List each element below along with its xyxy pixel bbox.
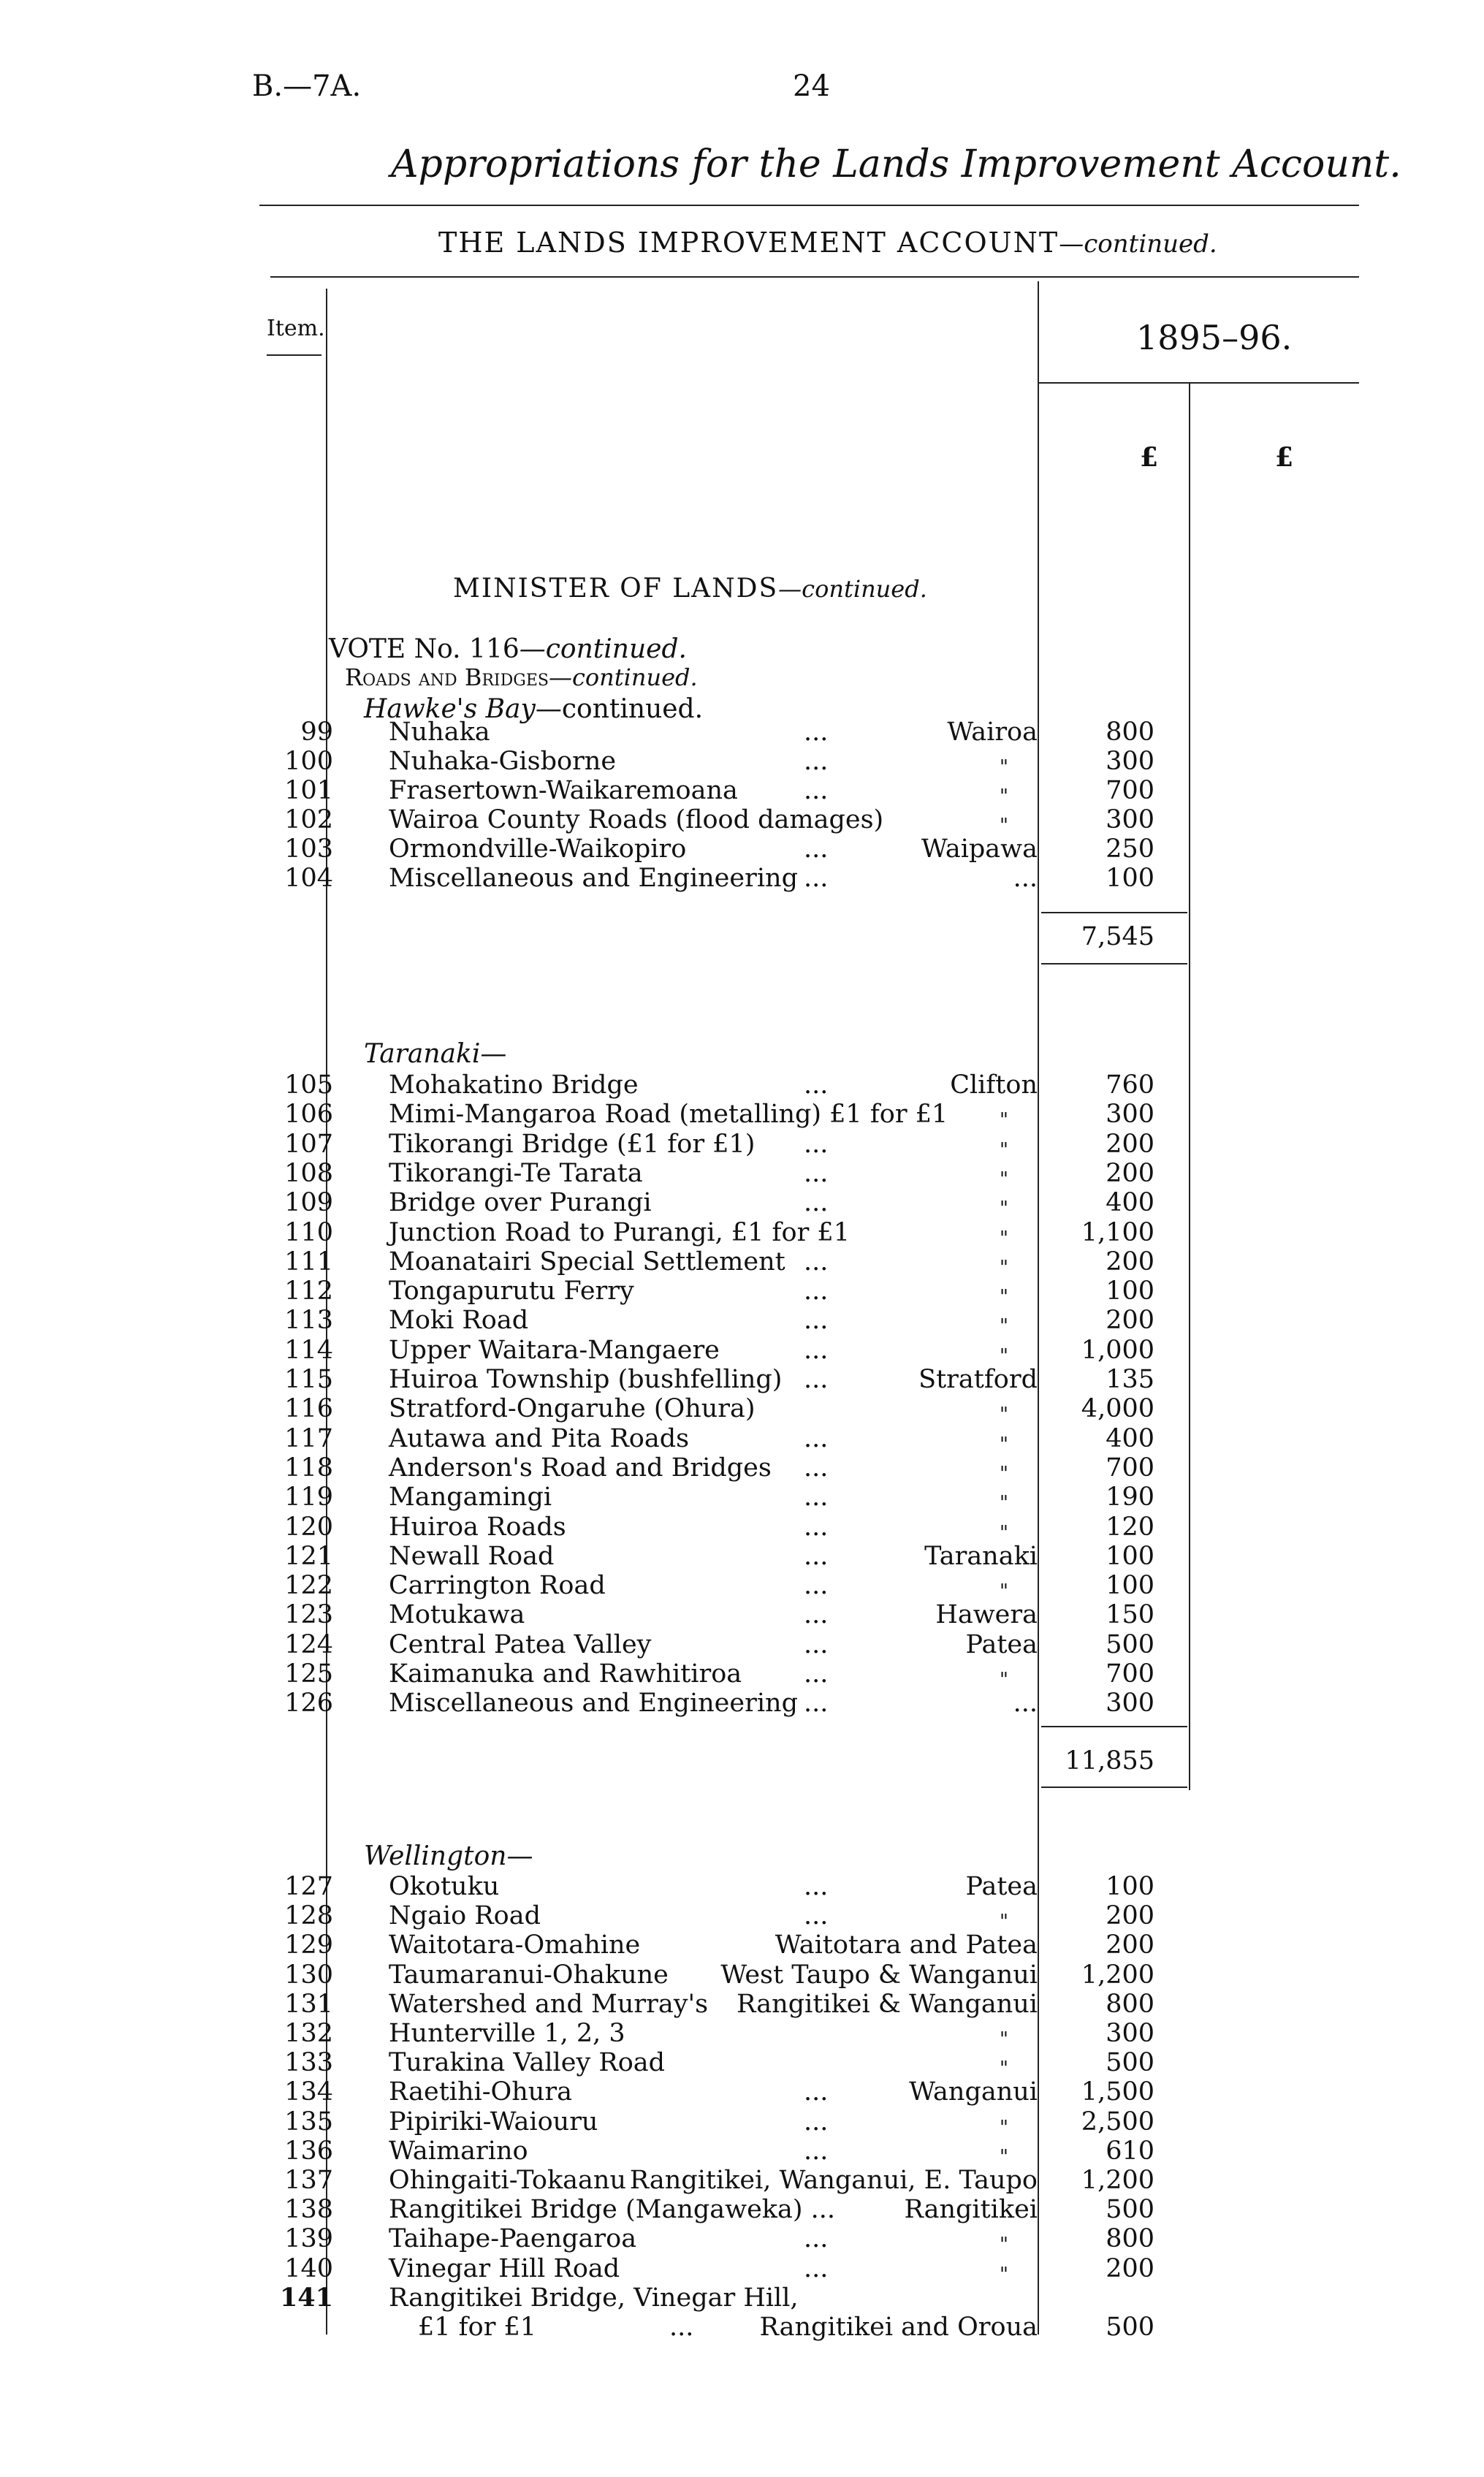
item-name: Huiroa Township (bushfelling)	[389, 1365, 783, 1394]
item-amount: 100	[1106, 1541, 1154, 1571]
table-row	[260, 1541, 1154, 1571]
item-leader: ...	[804, 1629, 829, 1659]
item-name: Newall Road	[389, 1541, 555, 1571]
roads-cont: —continued.	[548, 663, 698, 691]
item-leader: ...	[804, 1129, 829, 1159]
item-name: Mimi-Mangaroa Road (metalling) £1 for £1	[389, 1100, 948, 1130]
item-name: Frasertown-Waikaremoana	[389, 776, 738, 805]
table-row	[260, 1600, 1154, 1630]
item-location: "	[1000, 1315, 1008, 1338]
table-row	[260, 805, 1154, 837]
item-leader: ...	[804, 1453, 829, 1483]
item-amount: 800	[1106, 718, 1154, 747]
item-name: Taumaranui-Ohakune	[389, 1960, 669, 1990]
item-amount: 200	[1106, 1129, 1154, 1159]
item-location: ...	[1013, 1689, 1038, 1719]
rule-year	[1038, 382, 1359, 384]
item-location: "	[1000, 2234, 1008, 2256]
item-location: Rangitikei & Wanganui	[737, 1989, 1038, 2019]
item-number: 104	[284, 864, 333, 893]
item-number: 139	[284, 2224, 333, 2254]
item-location: ...	[1013, 864, 1038, 893]
item-amount: 190	[1106, 1483, 1154, 1513]
item-number: 137	[284, 2166, 333, 2195]
item-amount: 200	[1106, 1930, 1154, 1960]
item-leader: ...	[804, 834, 829, 864]
item-number: 109	[284, 1188, 333, 1218]
table-row	[260, 2107, 1154, 2139]
item-name: Miscellaneous and Engineering	[389, 1689, 798, 1719]
item-amount: 300	[1106, 747, 1154, 776]
column-year: 1895–96.	[1136, 318, 1293, 357]
item-number: 99	[300, 718, 333, 747]
item-leader: ...	[804, 1276, 829, 1306]
item-leader: ...	[804, 1306, 829, 1336]
item-location: "	[1000, 1492, 1008, 1515]
item-location: Hawera	[935, 1600, 1038, 1630]
item-leader: ...	[804, 776, 829, 805]
rule-taranaki-total-bottom	[1041, 1787, 1187, 1788]
item-leader: ...	[804, 1659, 829, 1689]
item-leader: ...	[804, 747, 829, 776]
table-row	[260, 1512, 1154, 1544]
table-row	[260, 2195, 1154, 2225]
table-row	[260, 1394, 1154, 1426]
item-name: Mohakatino Bridge	[389, 1070, 639, 1100]
item-name: Stratford-Ongaruhe (Ohura)	[389, 1394, 756, 1424]
item-location: Wanganui	[909, 2077, 1038, 2107]
item-amount: 4,000	[1081, 1394, 1154, 1424]
item-amount: 1,000	[1081, 1335, 1154, 1365]
item-name: Turakina Valley Road	[389, 2048, 666, 2078]
item-name: Ngaio Road	[389, 1901, 541, 1931]
item-name-line2: £1 for £1	[418, 2313, 537, 2342]
item-leader: ...	[804, 1158, 829, 1188]
vote-heading	[329, 634, 687, 664]
table-row	[260, 1129, 1154, 1161]
table-row	[260, 1453, 1154, 1485]
vote-cont: —continued.	[519, 634, 687, 664]
table-row	[260, 2166, 1154, 2195]
item-number: 112	[284, 1276, 333, 1306]
item-number: 136	[284, 2136, 333, 2166]
table-row	[260, 834, 1154, 864]
roads-text: Roads and Bridges	[345, 663, 549, 691]
item-leader: ...	[804, 2136, 829, 2166]
item-location: "	[1000, 756, 1008, 778]
item-number: 122	[284, 1571, 333, 1601]
item-location: Patea	[965, 1872, 1038, 1901]
table-row	[260, 1571, 1154, 1603]
item-location: "	[1000, 1433, 1008, 1456]
item-location: "	[1000, 2263, 1008, 2286]
item-leader: ...	[804, 1872, 829, 1901]
item-leader: ...	[804, 1247, 829, 1276]
item-amount: 400	[1106, 1188, 1154, 1218]
item-amount: 150	[1106, 1600, 1154, 1630]
item-name: Tikorangi Bridge (£1 for £1)	[389, 1129, 756, 1159]
table-row	[260, 1659, 1154, 1691]
page-number: 24	[793, 69, 830, 103]
item-name: Autawa and Pita Roads	[389, 1423, 690, 1453]
item-amount: 100	[1106, 1872, 1154, 1901]
item-amount: 200	[1106, 1306, 1154, 1336]
minister-heading	[453, 574, 927, 604]
item-location: Rangitikei	[904, 2195, 1038, 2225]
item-leader: ...	[804, 864, 829, 893]
item-location: "	[1000, 2058, 1008, 2080]
item-location: Wairoa	[947, 718, 1038, 747]
item-amount: 700	[1106, 1659, 1154, 1689]
item-name: Anderson's Road and Bridges	[389, 1453, 772, 1483]
table-row	[260, 1100, 1154, 1132]
item-leader: ...	[804, 718, 829, 747]
page-ref: B.—7A.	[252, 69, 362, 103]
item-amount: 400	[1106, 1423, 1154, 1453]
section-wellington: Wellington—	[364, 1841, 533, 1871]
item-number: 116	[284, 1394, 333, 1424]
item-number: 115	[284, 1365, 333, 1394]
item-leader: ...	[804, 1512, 829, 1542]
table-row	[260, 1306, 1154, 1338]
item-number: 102	[284, 805, 333, 834]
item-location: "	[1000, 1462, 1008, 1485]
item-location: "	[1000, 1256, 1008, 1279]
total-hawkes-bay: 7,545	[1081, 922, 1154, 951]
item-amount: 200	[1106, 1247, 1154, 1276]
item-number: 127	[284, 1872, 333, 1901]
item-number: 103	[284, 834, 333, 864]
item-location: "	[1000, 815, 1008, 837]
table-row	[260, 2224, 1154, 2256]
item-location: "	[1000, 1168, 1008, 1190]
item-name: Raetihi-Ohura	[389, 2077, 572, 2107]
column-item: Item.	[267, 316, 325, 341]
item-location: "	[1000, 785, 1008, 807]
item-location: Taranaki	[924, 1541, 1038, 1571]
item-location: "	[1000, 1286, 1008, 1309]
item-location: West Taupo & Wanganui	[720, 1960, 1038, 1990]
item-amount: 800	[1106, 1989, 1154, 2019]
item-amount: 200	[1106, 2253, 1154, 2283]
rule-top	[259, 205, 1359, 206]
item-amount: 2,500	[1081, 2107, 1154, 2137]
item-name: Ormondville-Waikopiro	[389, 834, 687, 864]
item-name: Waimarino	[389, 2136, 528, 2166]
item-name: Wairoa County Roads (flood damages)	[389, 805, 884, 834]
item-amount: 800	[1106, 2224, 1154, 2254]
item-location: "	[1000, 1521, 1008, 1544]
item-number: 105	[284, 1070, 333, 1100]
item-name: Central Patea Valley	[389, 1629, 652, 1659]
item-name: Junction Road to Purangi, £1 for £1	[389, 1217, 850, 1247]
item-amount: 500	[1106, 2195, 1154, 2225]
rule-hawkes-total-top	[1041, 912, 1187, 913]
item-number: 135	[284, 2107, 333, 2137]
item-amount: 500	[1106, 1629, 1154, 1659]
item-name: Moanatairi Special Settlement	[389, 1247, 785, 1276]
item-number: 107	[284, 1129, 333, 1159]
item-amount: 250	[1106, 834, 1154, 864]
item-amount: 700	[1106, 1453, 1154, 1483]
item-number: 125	[284, 1659, 333, 1689]
item-location: "	[1000, 1669, 1008, 1691]
table-row	[260, 2136, 1154, 2168]
item-location: "	[1000, 2116, 1008, 2139]
table-row	[260, 2253, 1154, 2286]
item-number: 101	[284, 776, 333, 805]
table-row	[260, 1276, 1154, 1309]
table-row	[260, 2019, 1154, 2050]
item-number: 140	[284, 2253, 333, 2283]
table-row	[260, 1217, 1154, 1249]
hawkes-heading: Hawke's Bay	[364, 694, 536, 724]
item-leader: ...	[804, 1571, 829, 1601]
item-number: 129	[284, 1930, 333, 1960]
column-pound-1: £	[1140, 442, 1159, 473]
page-subtitle: Appropriations for the Lands Improvement Account.	[391, 142, 1401, 186]
item-location: "	[1000, 1344, 1008, 1367]
table-row	[260, 776, 1154, 807]
item-amount: 500	[1106, 2313, 1154, 2342]
table-row	[260, 1483, 1154, 1515]
item-name: Rangitikei Bridge, Vinegar Hill,	[389, 2283, 799, 2313]
item-name: Nuhaka-Gisborne	[389, 747, 617, 776]
item-amount: 500	[1106, 2048, 1154, 2078]
minister-cont: —continued.	[778, 575, 927, 603]
table-title	[438, 227, 1217, 259]
item-number: 114	[284, 1335, 333, 1365]
item-location: "	[1000, 1138, 1008, 1161]
table-row-141	[260, 2283, 1154, 2342]
table-row	[260, 1335, 1154, 1367]
item-leader: ...	[804, 1689, 829, 1719]
item-leader: ...	[804, 2253, 829, 2283]
item-location: "	[1000, 1911, 1008, 1933]
item-name: Kaimanuka and Rawhitiroa	[389, 1659, 742, 1689]
item-location: Rangitikei, Wanganui, E. Taupo	[629, 2166, 1038, 2195]
item-leader: ...	[804, 2077, 829, 2107]
item-name: Rangitikei Bridge (Mangaweka) ...	[389, 2195, 836, 2225]
item-name: Huiroa Roads	[389, 1512, 566, 1542]
item-leader: ...	[669, 2313, 694, 2342]
table-row	[260, 1960, 1154, 1990]
col-line-amount	[1038, 281, 1039, 2335]
table-row	[260, 1629, 1154, 1659]
item-number: 131	[284, 1989, 333, 2019]
table-row	[260, 747, 1154, 778]
item-leader: ...	[804, 1365, 829, 1394]
item-leader: ...	[804, 1188, 829, 1218]
table-row	[260, 2077, 1154, 2107]
minister-text: MINISTER OF LANDS	[453, 574, 779, 604]
table-row	[260, 1872, 1154, 1901]
item-amount: 100	[1106, 1571, 1154, 1601]
item-location: Stratford	[918, 1365, 1038, 1394]
item-amount: 135	[1106, 1365, 1154, 1394]
item-leader: ...	[804, 1335, 829, 1365]
item-amount: 100	[1106, 1276, 1154, 1306]
item-leader: ...	[804, 1600, 829, 1630]
item-amount: 1,200	[1081, 1960, 1154, 1990]
item-amount: 300	[1106, 2019, 1154, 2048]
item-amount: 120	[1106, 1512, 1154, 1542]
item-number: 123	[284, 1600, 333, 1630]
item-name: Waitotara-Omahine	[389, 1930, 641, 1960]
item-leader: ...	[804, 2224, 829, 2254]
item-number: 124	[284, 1629, 333, 1659]
item-leader: ...	[804, 1423, 829, 1453]
item-amount: 700	[1106, 776, 1154, 805]
item-name: Ohingaiti-Tokaanu	[389, 2166, 626, 2195]
item-amount: 200	[1106, 1158, 1154, 1188]
rule-hawkes-total-bottom	[1041, 963, 1187, 964]
item-amount: 610	[1106, 2136, 1154, 2166]
table-row	[260, 864, 1154, 893]
item-leader: ...	[804, 1483, 829, 1513]
table-row	[260, 1930, 1154, 1960]
item-name: Watershed and Murray's	[389, 1989, 709, 2019]
table-title-text: THE LANDS IMPROVEMENT ACCOUNT	[438, 227, 1059, 259]
item-amount: 760	[1106, 1070, 1154, 1100]
item-location: "	[1000, 2145, 1008, 2168]
item-number: 113	[284, 1306, 333, 1336]
item-number: 133	[284, 2048, 333, 2078]
item-number: 141	[279, 2283, 333, 2313]
item-number: 134	[284, 2077, 333, 2107]
table-row	[260, 1158, 1154, 1190]
item-number: 126	[284, 1689, 333, 1719]
item-number: 111	[284, 1247, 333, 1276]
item-name: Taihape-Paengaroa	[389, 2224, 637, 2254]
item-number: 100	[284, 747, 333, 776]
table-row	[260, 718, 1154, 747]
table-row	[260, 2048, 1154, 2080]
item-location: "	[1000, 1109, 1008, 1132]
item-number: 138	[284, 2195, 333, 2225]
total-taranaki: 11,855	[1065, 1746, 1154, 1776]
item-amount: 200	[1106, 1901, 1154, 1931]
item-amount: 300	[1106, 805, 1154, 834]
item-number: 128	[284, 1901, 333, 1931]
item-location: Patea	[965, 1629, 1038, 1659]
col-line-pound	[1189, 384, 1190, 1790]
item-amount: 1,500	[1081, 2077, 1154, 2107]
item-name: Mangamingi	[389, 1483, 552, 1513]
table-row	[260, 1070, 1154, 1100]
item-location: Waitotara and Patea	[775, 1930, 1038, 1960]
item-leader: ...	[804, 1901, 829, 1931]
roads-heading	[345, 663, 698, 691]
table-row	[260, 1989, 1154, 2019]
item-name: Upper Waitara-Mangaere	[389, 1335, 720, 1365]
item-number: 132	[284, 2019, 333, 2048]
table-row	[260, 1365, 1154, 1394]
item-leader: ...	[804, 1541, 829, 1571]
item-location: "	[1000, 1227, 1008, 1249]
table-row	[260, 1901, 1154, 1933]
item-name: Hunterville 1, 2, 3	[389, 2019, 625, 2048]
column-pound-2: £	[1275, 442, 1294, 473]
item-leader: ...	[804, 1070, 829, 1100]
item-location: "	[1000, 1580, 1008, 1603]
item-leader: ...	[804, 2107, 829, 2137]
item-location: "	[1000, 1404, 1008, 1426]
vote-text: VOTE No. 116	[329, 634, 520, 664]
item-amount: 300	[1106, 1689, 1154, 1719]
section-taranaki: Taranaki—	[364, 1039, 507, 1069]
rule-under-title	[270, 276, 1359, 278]
table-row	[260, 1689, 1154, 1719]
item-name: Miscellaneous and Engineering	[389, 864, 798, 893]
item-number: 106	[284, 1100, 333, 1130]
item-name: Motukawa	[389, 1600, 525, 1630]
item-number: 117	[284, 1423, 333, 1453]
item-location: "	[1000, 1198, 1008, 1220]
item-number: 110	[284, 1217, 333, 1247]
item-location: Waipawa	[921, 834, 1038, 864]
item-number: 108	[284, 1158, 333, 1188]
item-name: Vinegar Hill Road	[389, 2253, 620, 2283]
item-name: Tongapurutu Ferry	[389, 1276, 634, 1306]
item-amount: 300	[1106, 1100, 1154, 1130]
item-name: Tikorangi-Te Tarata	[389, 1158, 643, 1188]
table-row	[260, 1423, 1154, 1456]
item-number: 118	[284, 1453, 333, 1483]
item-name: Moki Road	[389, 1306, 529, 1336]
item-location: "	[1000, 2028, 1008, 2050]
item-name: Pipiriki-Waiouru	[389, 2107, 598, 2137]
item-name: Bridge over Purangi	[389, 1188, 652, 1218]
item-amount: 100	[1106, 864, 1154, 893]
table-title-cont: —continued.	[1059, 229, 1217, 259]
hawkes-heading-cont: —continued.	[535, 694, 704, 724]
item-number: 121	[284, 1541, 333, 1571]
item-name: Carrington Road	[389, 1571, 606, 1601]
item-name: Okotuku	[389, 1872, 500, 1901]
item-amount: 1,200	[1081, 2166, 1154, 2195]
item-location: Rangitikei and Oroua	[759, 2313, 1038, 2342]
item-amount: 1,100	[1081, 1217, 1154, 1247]
rule-item	[267, 354, 321, 356]
item-name: Nuhaka	[389, 718, 490, 747]
item-location: Clifton	[950, 1070, 1038, 1100]
table-row	[260, 1247, 1154, 1279]
item-number: 119	[284, 1483, 333, 1513]
item-number: 120	[284, 1512, 333, 1542]
item-number: 130	[284, 1960, 333, 1990]
table-row	[260, 1188, 1154, 1220]
rule-taranaki-total-top	[1041, 1726, 1187, 1727]
